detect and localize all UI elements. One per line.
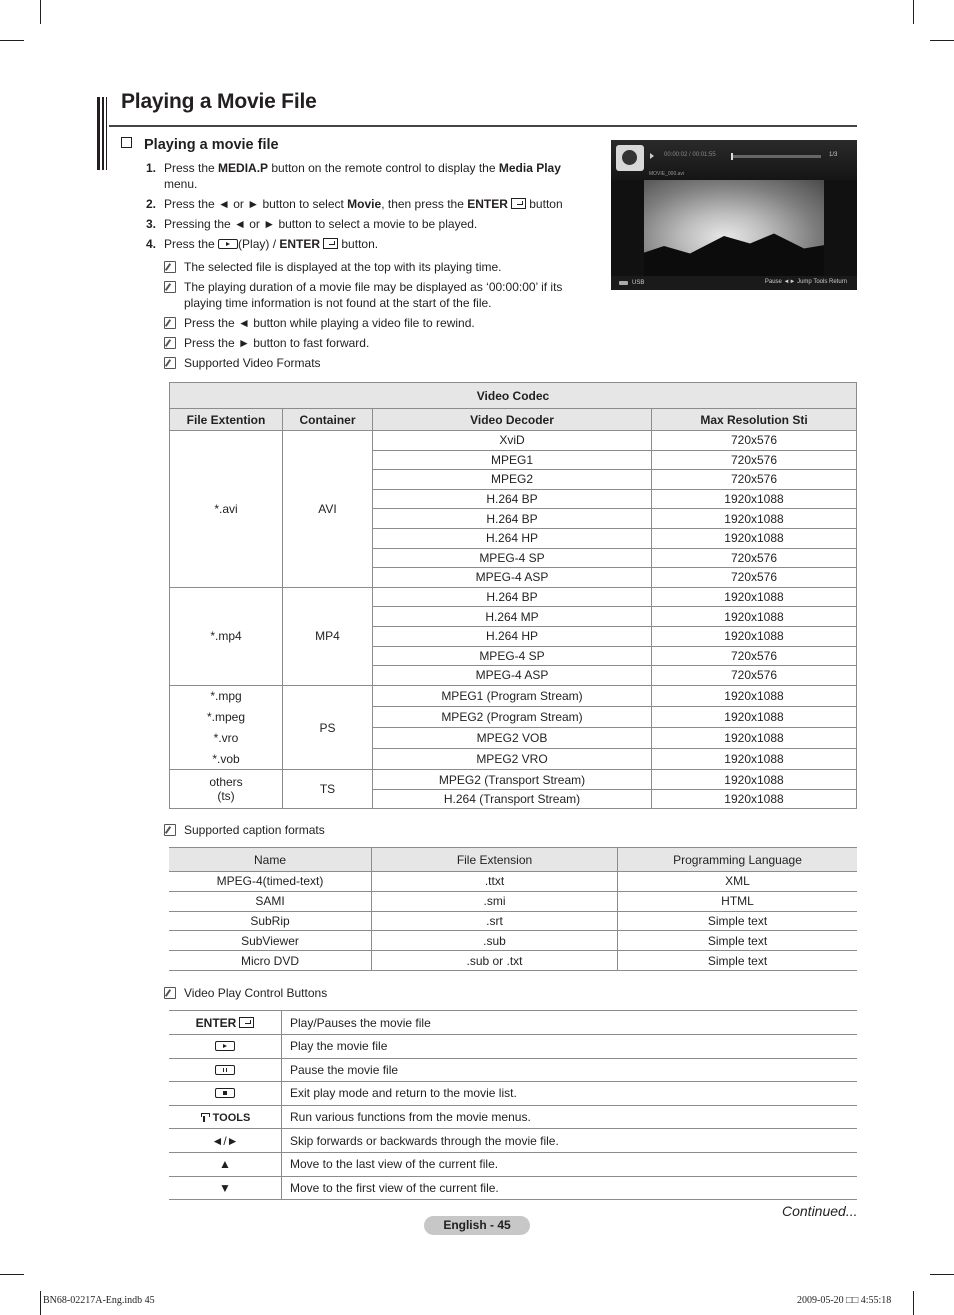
note-icon: [164, 317, 176, 329]
pause-key: [169, 1058, 282, 1082]
video-codec-table: [169, 382, 857, 809]
table-row: MPEG2 720x576: [170, 470, 857, 490]
usb-icon: [619, 281, 628, 285]
source-label: USB: [632, 280, 645, 286]
crop-mark: [40, 1291, 41, 1315]
file-count: 1/3: [829, 152, 838, 158]
column-header: Max Resolution Sti: [652, 409, 857, 431]
footer-file: BN68-02217A-Eng.indb 45: [43, 1295, 155, 1306]
table-row: MPEG-4 ASP 720x576: [170, 666, 857, 686]
tools-icon: [200, 1112, 210, 1122]
stop-key: [169, 1082, 282, 1106]
table-row: MPEG1 720x576: [170, 450, 857, 470]
control-buttons-table: [169, 1010, 857, 1200]
play-icon: [215, 1041, 235, 1051]
column-header: Video Decoder: [373, 409, 652, 431]
notes-list: [164, 259, 584, 375]
page-title: Playing a Movie File: [121, 90, 317, 113]
note-item: Supported Video Formats: [164, 355, 584, 371]
crop-mark: [913, 0, 914, 24]
caption-formats-table: [169, 847, 857, 971]
table-row: Exit play mode and return to the movie list.: [169, 1082, 857, 1106]
table-row: H.264 HP 1920x1088: [170, 626, 857, 646]
continued-label: Continued...: [782, 1203, 858, 1219]
stop-icon: [215, 1088, 235, 1098]
crop-mark: [913, 1291, 914, 1315]
table-row: *.mp4 MP4 H.264 BP 1920x1088: [170, 587, 857, 607]
column-header: Programming Language: [618, 848, 858, 872]
control-buttons-note: Video Play Control Buttons: [164, 985, 327, 1001]
table-row: SAMI .smi HTML: [169, 891, 857, 911]
enter-icon: [511, 198, 526, 209]
screenshot-control-bar: [611, 276, 857, 290]
column-header: File Extention: [170, 409, 283, 431]
table-row: ◄/► Skip forwards or backwards through the movie file.: [169, 1129, 857, 1153]
table-row: SubRip .srt Simple text: [169, 911, 857, 931]
enter-icon: [239, 1017, 254, 1028]
progress-bar: [731, 155, 821, 158]
table-row: H.264 MP 1920x1088: [170, 607, 857, 627]
table-row: MPEG-4 SP 720x576: [170, 548, 857, 568]
table-row: *.mpeg MPEG2 (Program Stream) 1920x1088: [170, 706, 857, 727]
note-icon: [164, 337, 176, 349]
note-item: The playing duration of a movie file may be displayed as ‘00:00:00’ if its playing time information is not found at the start of the file.: [164, 279, 584, 311]
title-rule: [109, 125, 857, 127]
note-item: Press the ► button to fast forward.: [164, 335, 584, 351]
note-icon: [164, 281, 176, 293]
checkbox-bullet-icon: [121, 137, 132, 148]
play-indicator-icon: [650, 153, 654, 159]
table-title: Video Codec: [170, 383, 857, 409]
table-row: TOOLS Run various functions from the movie menus.: [169, 1105, 857, 1129]
play-key: [169, 1035, 282, 1059]
up-key: ▲: [169, 1152, 282, 1176]
note-icon: [164, 261, 176, 273]
table-row: ▲ Move to the last view of the current file.: [169, 1152, 857, 1176]
pause-icon: [215, 1065, 235, 1075]
table-row: H.264 BP 1920x1088: [170, 509, 857, 529]
enter-key: ENTER: [169, 1011, 282, 1035]
table-row: ENTER Play/Pauses the movie file: [169, 1011, 857, 1035]
table-row: MPEG-4(timed-text) .ttxt XML: [169, 872, 857, 892]
down-key: ▼: [169, 1176, 282, 1200]
playback-time: 00:00:02 / 00:01:55: [664, 152, 716, 158]
column-header: File Extension: [372, 848, 618, 872]
table-row: Play the movie file: [169, 1035, 857, 1059]
section-heading: Playing a movie file: [121, 137, 279, 153]
table-row: H.264 (Transport Stream) 1920x1088: [170, 789, 857, 809]
column-header: Container: [283, 409, 373, 431]
table-row: SubViewer .sub Simple text: [169, 931, 857, 951]
table-row: *.mpg PS MPEG1 (Program Stream) 1920x1088: [170, 685, 857, 706]
step-3: 3. Pressing the ◄ or ► button to select a movie to be played.: [146, 217, 478, 231]
tools-key: TOOLS: [169, 1105, 282, 1129]
note-icon: [164, 987, 176, 999]
table-row: H.264 BP 1920x1088: [170, 489, 857, 509]
media-play-screenshot: [611, 140, 857, 290]
note-item: The selected file is displayed at the top with its playing time.: [164, 259, 584, 275]
column-header: Name: [169, 848, 372, 872]
table-row: *.avi AVI XviD 720x576: [170, 431, 857, 451]
note-item: Press the ◄ button while playing a video file to rewind.: [164, 315, 584, 331]
table-row: Pause the movie file: [169, 1058, 857, 1082]
title-accent-bars: [97, 97, 109, 170]
left-right-key: ◄/►: [169, 1129, 282, 1153]
table-row: others (ts) TS MPEG2 (Transport Stream) 1920x1088: [170, 770, 857, 790]
crop-mark: [0, 40, 24, 41]
screenshot-info-bar: [611, 140, 857, 180]
crop-mark: [0, 1274, 24, 1275]
table-row: *.vro MPEG2 VOB 1920x1088: [170, 728, 857, 749]
table-row: H.264 HP 1920x1088: [170, 528, 857, 548]
file-name: MOVIE_000.avi: [649, 171, 685, 177]
crop-mark: [40, 0, 41, 24]
page-number: English - 45: [424, 1216, 530, 1235]
note-icon: [164, 357, 176, 369]
film-reel-icon: [616, 145, 644, 171]
crop-mark: [930, 40, 954, 41]
control-hints: Pause ◄► Jump Tools Return: [764, 279, 847, 285]
table-row: *.vob MPEG2 VRO 1920x1088: [170, 749, 857, 770]
step-2: 2. Press the ◄ or ► button to select Movie, then press the ENTER button: [146, 197, 563, 211]
table-row: ▼ Move to the first view of the current file.: [169, 1176, 857, 1200]
table-row: MPEG-4 SP 720x576: [170, 646, 857, 666]
play-icon: [218, 239, 238, 249]
video-frame: [644, 180, 824, 276]
footer-date: 2009-05-20 □□ 4:55:18: [797, 1295, 892, 1306]
note-icon: [164, 824, 176, 836]
table-row: Micro DVD .sub or .txt Simple text: [169, 951, 857, 971]
caption-formats-note: Supported caption formats: [164, 822, 325, 838]
enter-icon: [323, 238, 338, 249]
step-1: 1. Press the MEDIA.P button on the remote control to display the Media Play menu.: [146, 161, 561, 191]
crop-mark: [930, 1274, 954, 1275]
steps-list: [146, 160, 586, 256]
table-row: MPEG-4 ASP 720x576: [170, 568, 857, 588]
step-4: 4. Press the (Play) / ENTER button.: [146, 237, 379, 251]
